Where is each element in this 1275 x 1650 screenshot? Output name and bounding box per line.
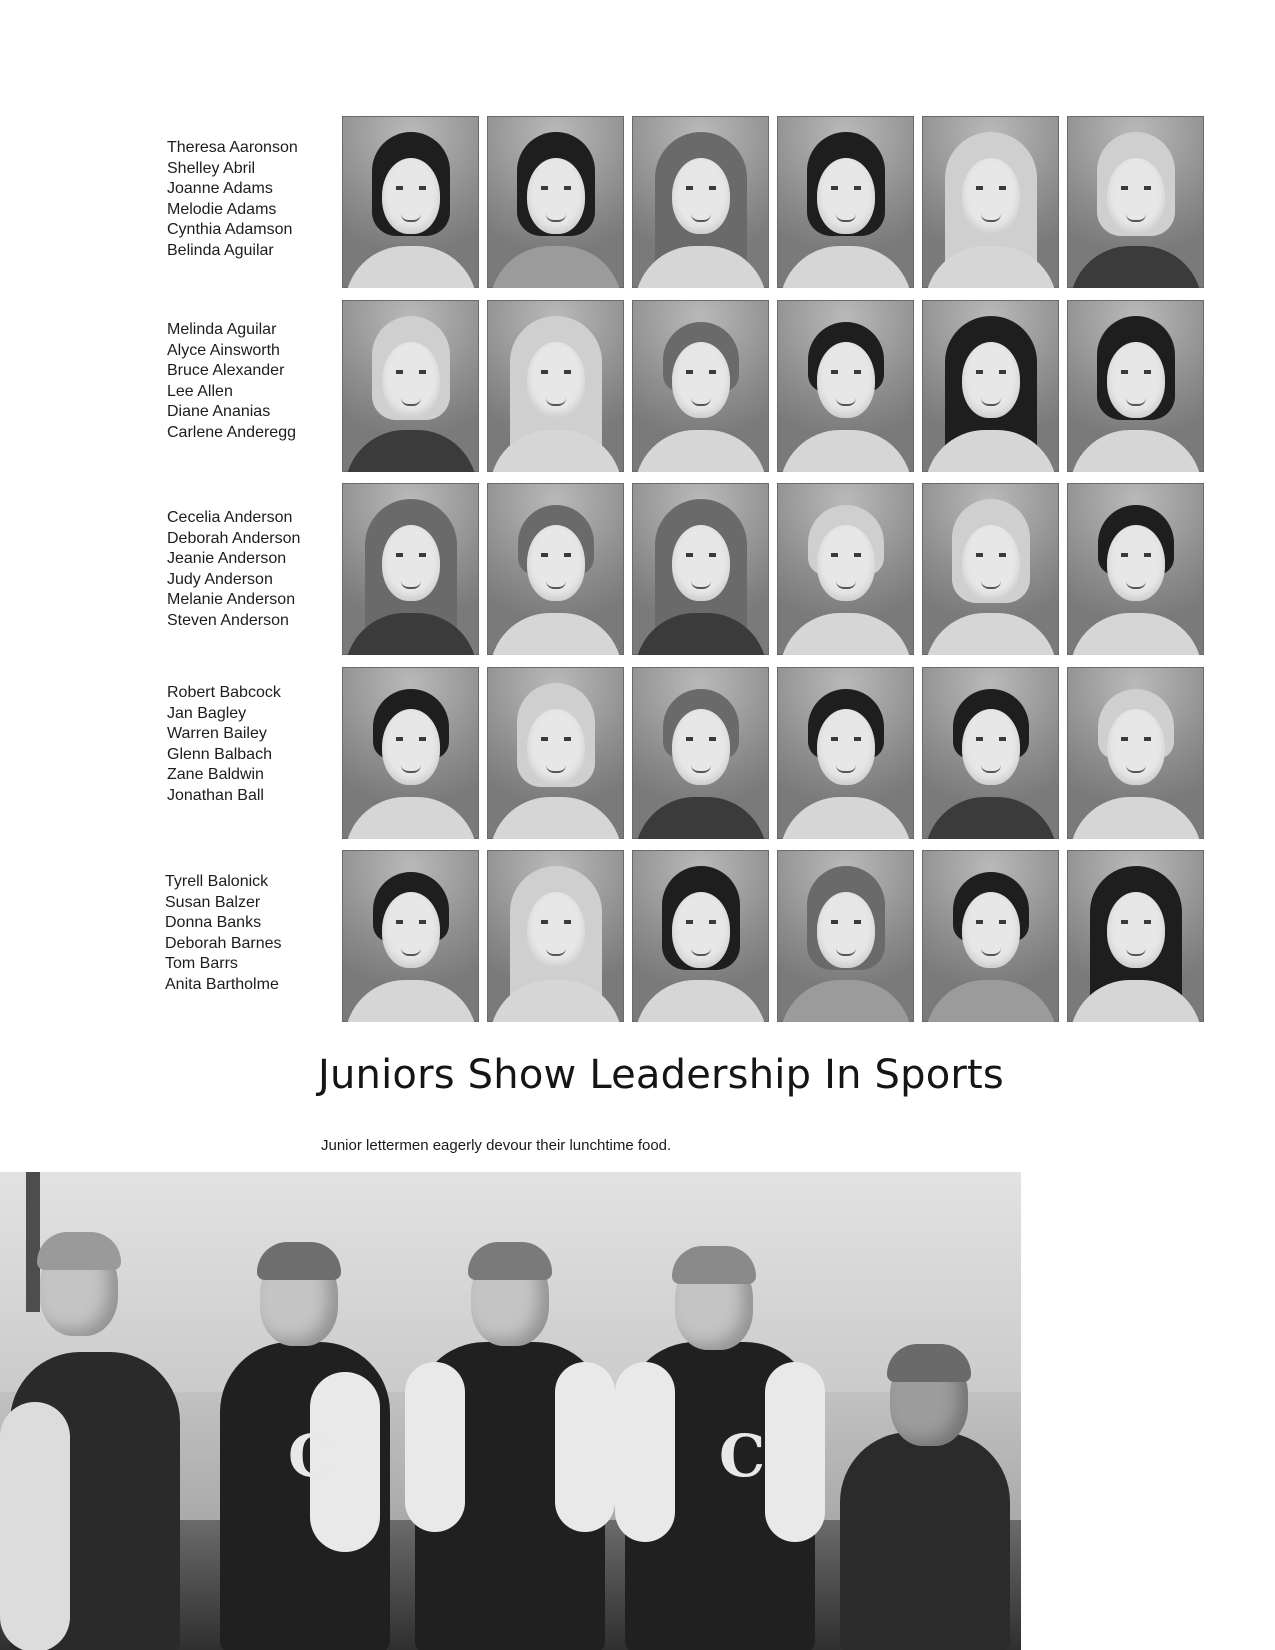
student-name: Judy Anderson (167, 570, 273, 588)
student-portrait (1067, 667, 1204, 839)
student-name: Jan Bagley (167, 704, 247, 722)
student-portrait (922, 667, 1059, 839)
student-portrait (777, 483, 914, 655)
student-name: Susan Balzer (165, 893, 261, 911)
photo-person (200, 1232, 400, 1650)
jacket-letter: C (719, 1422, 766, 1490)
student-portrait (922, 850, 1059, 1022)
photo-caption: Junior lettermen eagerly devour their lunchtime food. (321, 1137, 672, 1154)
student-portrait (342, 116, 479, 288)
student-name: Deborah Barnes (165, 934, 282, 952)
student-portrait (487, 850, 624, 1022)
student-portrait (487, 483, 624, 655)
student-portrait (1067, 483, 1204, 655)
student-name: Deborah Anderson (167, 529, 301, 547)
student-portrait (777, 116, 914, 288)
student-name: Tyrell Balonick (165, 873, 269, 890)
student-portrait (342, 483, 479, 655)
student-name: Jeanie Anderson (167, 550, 287, 567)
student-name: Melinda Aguilar (167, 321, 277, 338)
student-name: Melanie Anderson (167, 591, 296, 608)
student-name: Steven Anderson (167, 611, 289, 629)
student-name: Anita Bartholme (165, 975, 279, 993)
jacket-letter: C (288, 1422, 335, 1490)
student-name: Cecelia Anderson (167, 509, 293, 526)
student-name: Bruce Alexander (167, 362, 285, 379)
student-portrait (342, 850, 479, 1022)
student-portrait (632, 850, 769, 1022)
name-group-4 (167, 683, 327, 806)
student-name: Robert Babcock (167, 684, 281, 701)
student-name: Warren Bailey (167, 725, 267, 742)
student-name: Lee Allen (167, 382, 233, 400)
portrait-grid (342, 116, 1204, 1022)
name-group-3 (167, 508, 327, 631)
photo-person (0, 1202, 200, 1650)
student-name: Alyce Ainsworth (167, 341, 280, 359)
student-name: Tom Barrs (165, 955, 238, 972)
student-name: Zane Baldwin (167, 766, 264, 783)
student-portrait (922, 300, 1059, 472)
photo-person (615, 1232, 825, 1650)
student-name: Joanne Adams (167, 180, 273, 197)
student-portrait (777, 667, 914, 839)
student-portrait (1067, 850, 1204, 1022)
student-portrait (777, 300, 914, 472)
student-name: Shelley Abril (167, 159, 256, 177)
student-name: Jonathan Ball (167, 786, 264, 804)
photo-person (405, 1232, 615, 1650)
student-name: Glenn Balbach (167, 745, 272, 763)
student-name: Carlene Anderegg (167, 423, 296, 441)
student-portrait (1067, 300, 1204, 472)
name-group-1 (167, 138, 327, 261)
student-portrait (632, 483, 769, 655)
student-name: Theresa Aaronson (167, 139, 298, 156)
student-portrait (632, 116, 769, 288)
student-name: Belinda Aguilar (167, 241, 274, 259)
candid-lettermen-photo (0, 1172, 1021, 1650)
student-portrait (487, 116, 624, 288)
student-name: Diane Ananias (167, 403, 271, 420)
student-name: Melodie Adams (167, 200, 277, 218)
student-portrait (487, 667, 624, 839)
student-portrait (922, 483, 1059, 655)
photo-person (830, 1342, 1020, 1650)
student-portrait (922, 116, 1059, 288)
student-portrait (342, 300, 479, 472)
student-portrait (632, 667, 769, 839)
page-headline: Juniors Show Leadership In Sports (318, 1052, 1004, 1098)
student-name: Cynthia Adamson (167, 221, 293, 238)
name-group-2 (167, 320, 327, 443)
student-portrait (1067, 116, 1204, 288)
student-portrait (487, 300, 624, 472)
student-portrait (632, 300, 769, 472)
name-group-5 (165, 872, 325, 995)
student-portrait (777, 850, 914, 1022)
student-name: Donna Banks (165, 914, 262, 931)
student-portrait (342, 667, 479, 839)
